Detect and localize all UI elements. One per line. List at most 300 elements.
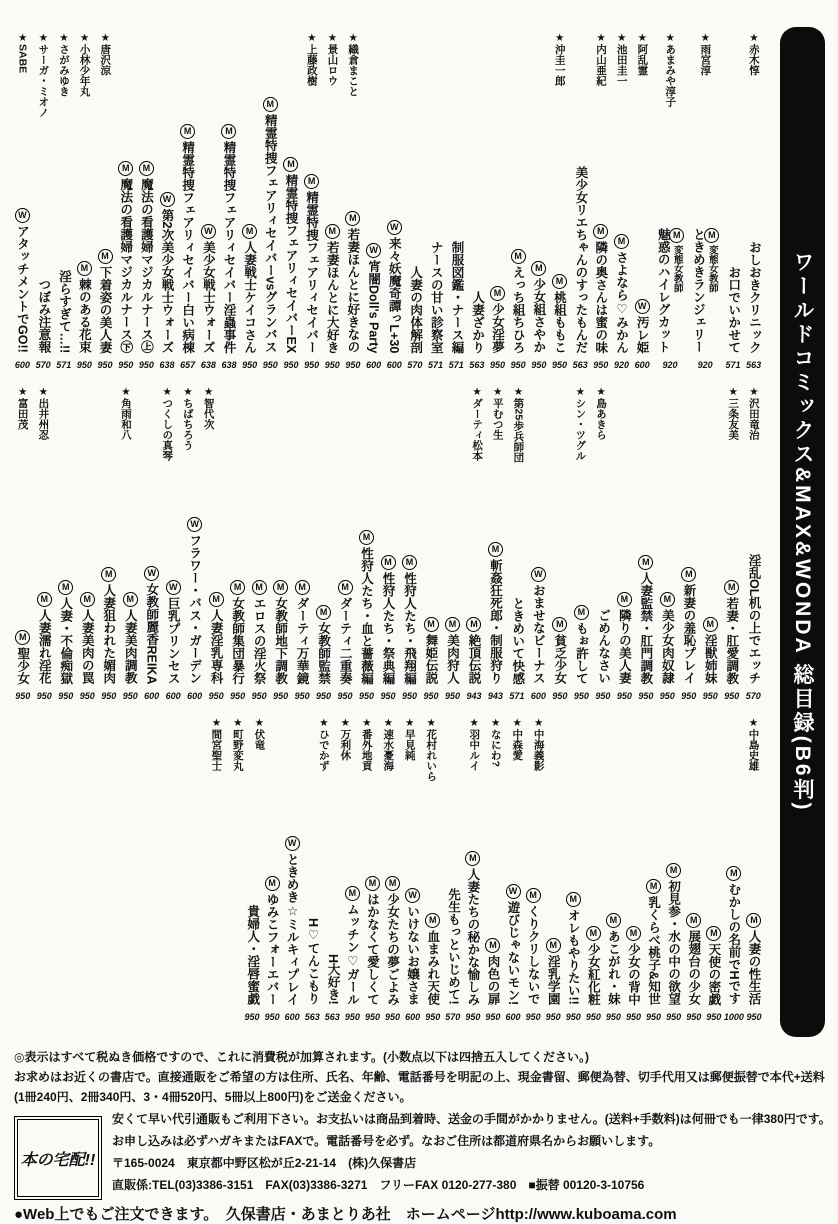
circled-W-icon: W [201, 224, 216, 239]
title-block [144, 566, 159, 684]
ordering-info [14, 1048, 831, 1224]
catalog-column [446, 32, 467, 484]
title-block [263, 97, 278, 353]
catalog-column [443, 822, 463, 1040]
circled-M-icon: M [488, 542, 503, 557]
book-title: M精霊特捜フェアリィセイバー [304, 175, 319, 353]
author-bottom-label: ★早見純 [403, 717, 416, 761]
circled-M-icon: M [593, 224, 608, 239]
price-label: 950 [531, 360, 547, 370]
catalog-column [282, 822, 302, 1040]
circled-W-icon: W [187, 517, 202, 532]
circled-M-icon: M [304, 174, 319, 189]
circled-M-icon: M [626, 926, 641, 941]
book-title: M淫獣姉妹 [703, 619, 718, 684]
circled-M-icon: M [726, 866, 741, 881]
title-block [285, 836, 300, 1006]
circled-M-icon: M [617, 592, 632, 607]
catalog-band-middle [12, 495, 764, 803]
book-title: W汚レ姫 [635, 300, 650, 353]
title-block [316, 605, 331, 685]
book-title: M血まみれ天使 [425, 915, 440, 1005]
title-block [429, 241, 443, 354]
catalog-column [342, 822, 362, 1040]
book-title: Wおませなビーナス [531, 569, 546, 684]
catalog-column [177, 32, 198, 484]
price-label: 571 [428, 360, 444, 370]
price-label: 950 [251, 691, 267, 701]
catalog-column [262, 822, 282, 1040]
price-label: 950 [401, 691, 418, 701]
catalog-column [603, 822, 623, 1040]
circled-W-icon: W [15, 208, 30, 223]
price-label: 571 [725, 360, 741, 370]
catalog-column [141, 495, 162, 803]
price-label: 950 [359, 691, 375, 701]
title-block [681, 567, 696, 684]
book-title: M少女淫夢 [490, 288, 505, 353]
book-title: M人妻美肉の罠 [80, 594, 95, 684]
book-title: おしおきクリニック [747, 240, 762, 353]
catalog-column [260, 32, 281, 484]
circled-M-icon: M [445, 617, 460, 632]
circled-M-icon: M [485, 938, 500, 953]
author-top-label: ★さがみゆき [57, 32, 70, 97]
catalog-column [549, 32, 570, 484]
catalog-column [405, 32, 426, 484]
price-label: 950 [490, 360, 506, 370]
circled-W-icon: W [285, 836, 300, 851]
price-label: 563 [304, 1012, 320, 1022]
author-bottom-label: ★伏竜 [253, 717, 266, 750]
circled-M-icon: M [638, 555, 653, 570]
circled-M-icon: M [646, 879, 661, 894]
price-label: 920 [613, 360, 629, 370]
title-block [706, 926, 721, 1006]
author-top-label: ★阿乱霊 [636, 32, 649, 76]
title-block [465, 851, 480, 1006]
circled-M-icon: M [402, 555, 417, 570]
book-title: W遊びじゃないモン! [506, 885, 521, 1005]
circled-M-icon: M [101, 567, 116, 582]
book-title: H大好き! [326, 954, 341, 1005]
title-block [201, 224, 216, 354]
catalog-column [508, 32, 529, 484]
book-title: つぼみ注意報 [36, 278, 51, 353]
catalog-column [34, 495, 55, 803]
catalog-column [420, 495, 441, 803]
author-bottom-label: ★羽中ルイ [468, 717, 481, 771]
title-block [510, 597, 524, 685]
catalog-column [483, 822, 503, 1040]
catalog-column [136, 32, 157, 484]
catalog-column [302, 822, 322, 1040]
title-block [470, 291, 484, 354]
book-title: M桃組ももこ [552, 275, 567, 353]
price-label: 950 [585, 1012, 601, 1022]
price-label: 600 [634, 360, 650, 370]
title-block [646, 879, 661, 1005]
book-title: M性狩人たち・祭典編 [381, 556, 396, 684]
title-block [365, 876, 380, 1006]
catalog-column [632, 32, 653, 484]
catalog-column [356, 495, 377, 803]
catalog-column [463, 822, 483, 1040]
title-block [686, 913, 701, 1005]
title-block [166, 580, 181, 685]
catalog-column [583, 822, 603, 1040]
price-label: 600 [284, 1012, 300, 1022]
circled-W-icon: W [160, 192, 175, 207]
book-title: M新妻の羞恥プレイ [681, 569, 696, 684]
circled-W-icon: W [506, 884, 521, 899]
author-top-label: ★池田圭一 [615, 32, 628, 86]
price-label: 950 [76, 360, 92, 370]
catalog-column [403, 822, 423, 1040]
catalog-column [724, 822, 744, 1040]
catalog-column [248, 495, 269, 803]
title-block [531, 567, 546, 684]
circled-W-icon: W [405, 888, 420, 903]
price-label: 950 [702, 691, 718, 701]
author-top-label: ★雨宮淳 [699, 32, 712, 76]
catalog-column [590, 32, 611, 484]
price-label: 950 [510, 360, 526, 370]
catalog-column [571, 495, 592, 803]
author-bottom-label: ★中島史雄 [747, 717, 760, 771]
price-label: 950 [324, 360, 340, 370]
book-title: W巨乳プリンセス [166, 581, 181, 684]
catalog-column [463, 495, 484, 803]
book-title: M女教師監禁 [316, 606, 331, 684]
book-title: ごめんなさい [596, 609, 611, 684]
tax-notice: ◎表示はすべて税ぬき価格ですので、これに消費税が加算されます。(小数点以下は四捨五入してください。) [14, 1050, 590, 1064]
title-block [306, 918, 320, 1005]
price-label: 950 [616, 691, 632, 701]
price-label: 570 [407, 360, 423, 370]
circled-M-icon: M [365, 876, 380, 891]
title-block [326, 954, 340, 1005]
title-block [273, 580, 288, 685]
title-block [180, 124, 195, 354]
book-title: M若妻・肛愛調教 [724, 581, 739, 684]
book-title: M若妻ほんとに好きなの [345, 213, 360, 353]
circled-M-icon: M [385, 876, 400, 891]
catalog-column [270, 495, 291, 803]
circled-M-icon: M [77, 261, 92, 276]
price-label: 950 [344, 1012, 360, 1022]
author-top-label: ★織倉まこと [347, 32, 360, 97]
book-title: M人妻狙われた媚肉 [101, 569, 116, 684]
delivery-details [112, 1110, 831, 1200]
price-label: 950 [646, 1012, 662, 1022]
book-title: M人妻監禁・肛門調教 [638, 556, 653, 684]
author-bottom-label: ★沢田竜治 [747, 386, 760, 440]
catalog-column [33, 32, 54, 484]
price-label: 950 [746, 1012, 762, 1022]
catalog-column [205, 495, 226, 803]
book-title: 制服図鑑・ナース編 [449, 240, 464, 353]
catalog-column [74, 32, 95, 484]
title-block [552, 617, 567, 684]
circled-M-icon: M [614, 234, 629, 249]
price-label: 950 [465, 1012, 481, 1022]
price-label: 950 [58, 691, 74, 701]
author-bottom-label: ★第25歩兵師団 [512, 386, 525, 463]
title-block [566, 892, 581, 1005]
title-block [77, 261, 92, 353]
circled-M-icon: M [80, 592, 95, 607]
catalog-column [644, 822, 664, 1040]
author-bottom-label: ★角雨和八 [119, 386, 132, 440]
circled-M-icon: M [359, 530, 374, 545]
author-bottom-label: ★万利休 [339, 717, 352, 761]
catalog-column [219, 32, 240, 484]
price-label: 600 [187, 691, 203, 701]
title-block [724, 580, 739, 685]
price-label: 1000 [723, 1012, 744, 1022]
book-title: M人妻たちの秘かな愉しみ [465, 852, 480, 1005]
catalog-column [704, 822, 724, 1040]
price-label: 943 [466, 691, 482, 701]
book-title: M少女組さやか [531, 263, 546, 353]
catalog-column [442, 495, 463, 803]
book-title: Mダーティ二重奏 [338, 581, 353, 684]
circled-M-icon: M [552, 274, 567, 289]
catalog-column [291, 495, 312, 803]
title-block [139, 161, 154, 353]
price-label: 950 [337, 691, 353, 701]
catalog-column [614, 495, 635, 803]
circled-M-icon: M [704, 228, 719, 243]
book-title: M人妻淫乳専科 [209, 594, 224, 684]
book-title: M人妻濡れ淫花 [37, 594, 52, 684]
title-block [385, 876, 400, 1006]
book-title: W来々妖魔奇譚っL+30 [387, 221, 402, 353]
price-label: 950 [638, 691, 654, 701]
book-title: M魔法の看護婦マジカルナース㊦ [118, 163, 133, 353]
price-label: 950 [273, 691, 289, 701]
title-block [466, 617, 481, 684]
title-block [101, 567, 116, 684]
catalog-column [528, 495, 549, 803]
price-label: 950 [122, 691, 138, 701]
catalog-column [543, 822, 563, 1040]
price-label: 950 [573, 691, 589, 701]
catalog-column [743, 32, 764, 484]
price-label: 950 [208, 691, 224, 701]
book-title: M隣りの美人妻 [617, 594, 632, 684]
price-label: 600 [14, 360, 30, 370]
book-title: Mむかしの名前でHです [726, 868, 741, 1005]
catalog-column [700, 495, 721, 803]
price-label: 950 [552, 691, 568, 701]
book-title: M少女紅化粧 [586, 927, 601, 1005]
title-block [446, 888, 460, 1005]
price-label: 950 [262, 360, 278, 370]
catalog-column [744, 822, 764, 1040]
book-title: M少女の背中 [626, 927, 641, 1005]
series-title: ワールドコミックス&MAX&WONDA 総目録(B6判) [791, 251, 814, 813]
price-label: 943 [487, 691, 503, 701]
catalog-column [743, 495, 764, 803]
price-label: 950 [242, 360, 258, 370]
book-title: 人妻の肉体解剖 [408, 265, 423, 353]
catalog-column [549, 495, 570, 803]
author-bottom-label: ★ダーティ松本 [471, 386, 484, 461]
book-title: M女教師地下調教 [273, 581, 288, 684]
price-label: 950 [595, 691, 611, 701]
author-top-label: ★唐沢涼 [99, 32, 112, 76]
title-block [574, 605, 589, 685]
title-block [98, 249, 113, 354]
circled-M-icon: M [209, 592, 224, 607]
book-title: M人妻の性生活 [746, 915, 761, 1005]
book-title: W宵闇Doll's Party [366, 244, 381, 353]
title-prefix: M変態女教師 [704, 228, 719, 293]
catalog-column [12, 495, 33, 803]
circled-W-icon: W [531, 567, 546, 582]
catalog-column [506, 495, 527, 803]
catalog-column [322, 822, 342, 1040]
author-bottom-label: ★ちばちろう [181, 386, 194, 451]
book-title: Mくりクリしないで [526, 890, 541, 1005]
cod-notice: 安くて早い代引通販もご利用下さい。お支払いは商品到着時、送金の手間がかかりません。(送料+手数料)は何冊でも一律380円です。 [112, 1112, 831, 1126]
title-block [402, 555, 417, 685]
title-block [691, 228, 720, 353]
price-label: 950 [593, 360, 609, 370]
author-top-label: ★内山亜紀 [595, 32, 608, 86]
price-label: 950 [304, 360, 320, 370]
book-title: Mもぉ許して [574, 606, 589, 684]
price-label: 563 [469, 360, 485, 370]
circled-M-icon: M [230, 580, 245, 595]
book-title: Mあこがれ・妹 [606, 915, 621, 1005]
title-block [660, 592, 675, 684]
book-title: M舞姫伝説 [424, 619, 438, 684]
circled-M-icon: M [283, 157, 298, 172]
title-block [36, 278, 50, 353]
title-block [15, 208, 30, 353]
book-title: W第2次美少女戦士ウォーズ [160, 193, 175, 353]
author-bottom-label: ★平むつ生 [491, 386, 504, 440]
price-label: 950 [659, 691, 675, 701]
book-title: WアタッチメントでGO!! [15, 210, 30, 353]
price-label: 950 [444, 691, 460, 701]
title-block [703, 617, 718, 684]
book-title: M魔法の看護婦マジカルナース㊤ [139, 163, 154, 353]
price-label: 570 [35, 360, 51, 370]
price-label: 570 [745, 691, 761, 701]
catalog-column [95, 32, 116, 484]
catalog-band-top [12, 32, 764, 484]
price-label: 950 [724, 691, 740, 701]
circled-M-icon: M [180, 124, 195, 139]
catalog-column [242, 822, 262, 1040]
author-bottom-label: ★島あきら [595, 386, 608, 440]
price-label: 600 [165, 691, 181, 701]
price-label: 950 [230, 691, 246, 701]
title-block [449, 241, 463, 354]
title-block [726, 266, 740, 354]
author-bottom-label: ★富田茂 [16, 386, 29, 430]
author-top-label: ★赤木惇 [747, 32, 760, 76]
price-label: 950 [138, 360, 154, 370]
title-block [573, 166, 587, 354]
author-bottom-label: ★中森愛 [511, 717, 524, 761]
price-label: 950 [294, 691, 310, 701]
catalog-band-bottom [242, 822, 764, 1040]
catalog-column [688, 32, 723, 484]
title-block [230, 580, 245, 685]
title-block [160, 192, 175, 353]
circled-W-icon: W [144, 566, 159, 581]
catalog-column [377, 495, 398, 803]
series-title-bar [780, 27, 825, 1037]
price-label: 950 [551, 360, 567, 370]
title-block [304, 174, 319, 354]
title-block [747, 241, 761, 354]
book-title: Mムッチン♡ガール [345, 887, 360, 1005]
price-label: 638 [159, 360, 175, 370]
circled-M-icon: M [586, 926, 601, 941]
book-title: Mダーティ万華鏡 [295, 581, 310, 684]
book-title: M貧乏少女 [552, 619, 567, 684]
book-title: 人妻ざかり [470, 290, 485, 353]
catalog-column [162, 495, 183, 803]
circled-M-icon: M [466, 617, 481, 632]
title-block [37, 592, 52, 684]
catalog-column [343, 32, 364, 484]
book-title: Mさよなら♡みかん [614, 235, 629, 353]
title-block [57, 270, 71, 353]
book-title: Mオレもやりたい!! [566, 894, 581, 1005]
circled-M-icon: M [263, 97, 278, 112]
price-label: 950 [425, 1012, 441, 1022]
price-label: 950 [565, 1012, 581, 1022]
catalog-column [623, 822, 643, 1040]
title-block [345, 886, 360, 1006]
book-title: M人妻美肉調教 [123, 594, 138, 684]
title-block [359, 530, 374, 685]
phone-line: 直販係:TEL(03)3386-3151 FAX(03)3386-3271 フリーFAX 0120-277-380 ■振替 00120-3-10756 [112, 1178, 645, 1192]
title-block [666, 863, 681, 1005]
author-bottom-label: ★出井州忍 [37, 386, 50, 440]
book-title: お口でいかせて [726, 265, 741, 353]
author-bottom-label: ★花村れいら [425, 717, 438, 782]
circled-M-icon: M [139, 161, 154, 176]
book-title: M隣の奥さんは蜜の味 [593, 225, 608, 353]
book-title: M斬姦狂死郎・制服狩り [488, 544, 503, 684]
price-label: 950 [605, 1012, 621, 1022]
circled-M-icon: M [746, 913, 761, 928]
book-title: M美肉狩人 [445, 619, 460, 684]
catalog-column [487, 32, 508, 484]
price-label: 950 [79, 691, 95, 701]
price-label: 571 [448, 360, 464, 370]
author-bottom-label: ★なにわ? [489, 717, 502, 767]
circled-M-icon: M [465, 851, 480, 866]
delivery-badge: 本の宅配!! [14, 1116, 102, 1200]
book-title: W女教師麗香REIKA [144, 567, 159, 684]
book-title: M精霊特捜フェアリィセイバー白い病棟 [180, 125, 195, 353]
title-block [511, 249, 526, 354]
circled-M-icon: M [531, 261, 546, 276]
catalog-column [198, 32, 219, 484]
catalog-column [503, 822, 523, 1040]
price-label: 950 [681, 691, 697, 701]
catalog-column [363, 32, 384, 484]
